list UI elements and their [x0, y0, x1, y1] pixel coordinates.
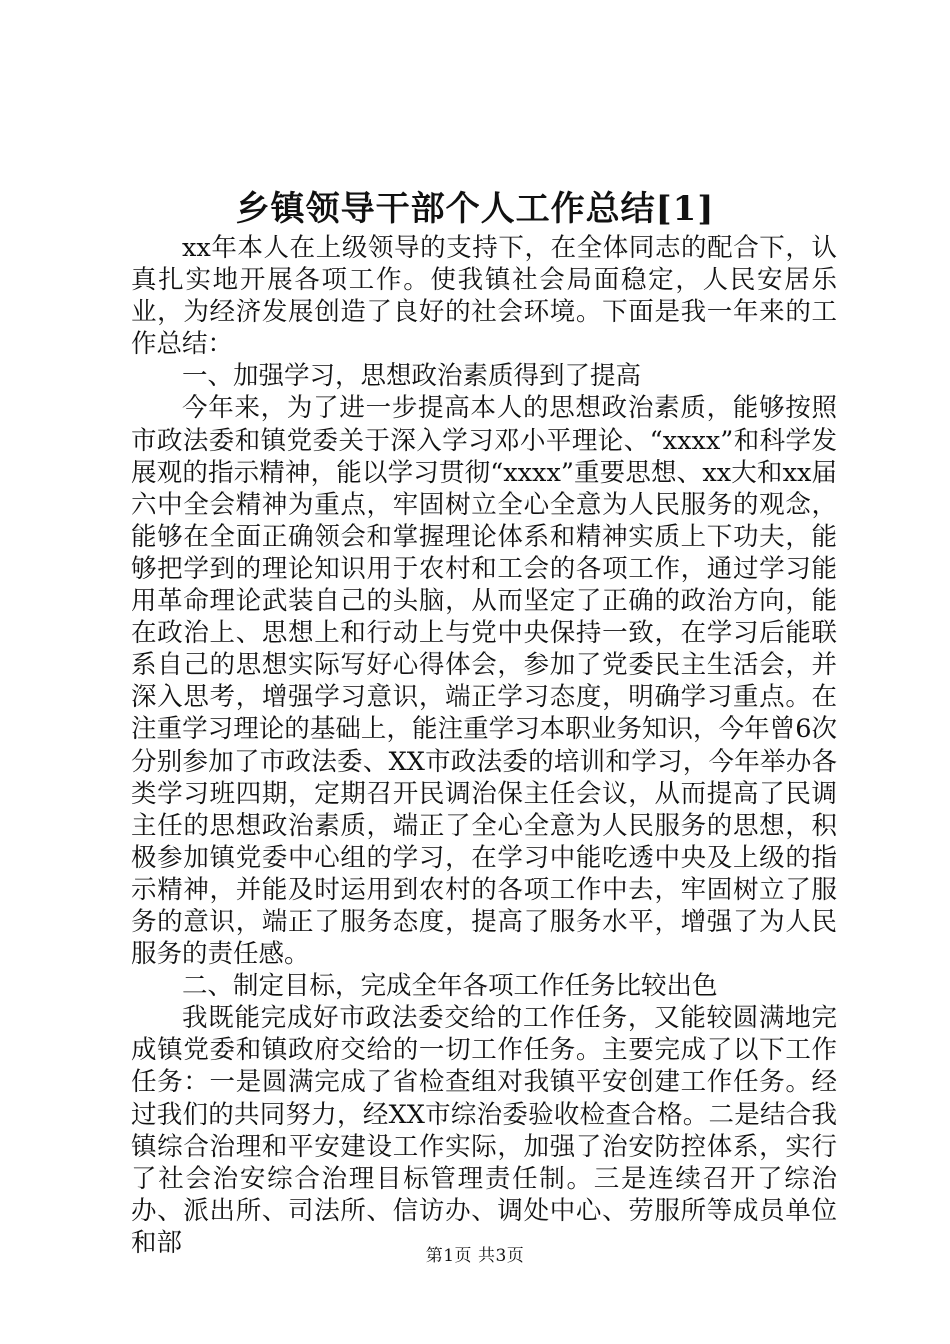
intro-paragraph: xx年本人在上级领导的支持下，在全体同志的配合下，认真扎实地开展各项工作。使我镇社会局面稳定，人民安居乐业，为经济发展创造了良好的社会环境。下面是我一年来的工作总结： [131, 233, 837, 360]
section-1-paragraph: 今年来，为了进一步提高本人的思想政治素质，能够按照市政法委和镇党委关于深入学习邓小平理论、“xxxx”和科学发展观的指示精神，能以学习贯彻“xxxx”重要思想、xx大和xx届六中全会精神为重点，牢固树立全心全意为人民服务的观念，能够在全面正确领会和掌握理论体系和精神实质上下功夫，能够把学到的理论知识用于农村和工会的各项工作，通过学习能用革命理论武装自己的头脑，从而坚定了正确的政治方向，能在政治上、思想上和行动上与党中央保持一致，在学习后能联系自己的思想实际写好心得体会，参加了党委民主生活会，并深入思考，增强学习意识，端正学习态度，明确学习重点。在注重学习理论的基础上，能注重学习本职业务知识，今年曾6次分别参加了市政法委、XX市政法委的培训和学习，今年举办各类学习班四期，定期召开民调治保主任会议，从而提高了民调主任的思想政治素质，端正了全心全意为人民服务的思想，积极参加镇党委中心组的学习，在学习中能吃透中央及上级的指示精神，并能及时运用到农村的各项工作中去，牢固树立了服务的意识，端正了服务态度，提高了服务水平，增强了为人民服务的责任感。 [131, 393, 837, 970]
document-body [131, 232, 837, 1259]
page-number-footer: 第1页 共3页 [425, 1246, 525, 1266]
document-title: 乡镇领导干部个人工作总结[1] [235, 189, 715, 229]
section-2-paragraph: 我既能完成好市政法委交给的工作任务，又能较圆满地完成镇党委和镇政府交给的一切工作任务。主要完成了以下工作任务：一是圆满完成了省检查组对我镇平安创建工作任务。经过我们的共同努力，经XX市综治委验收检查合格。二是结合我镇综合治理和平安建设工作实际，加强了治安防控体系，实行了社会治安综合治理目标管理责任制。三是连续召开了综治办、派出所、司法所、信访办、调处中心、劳服所等成员单位和部 [131, 1003, 837, 1258]
section-heading-2: 二、制定目标，完成全年各项工作任务比较出色 [182, 971, 718, 1002]
section-heading-1: 一、加强学习，思想政治素质得到了提高 [182, 361, 642, 392]
